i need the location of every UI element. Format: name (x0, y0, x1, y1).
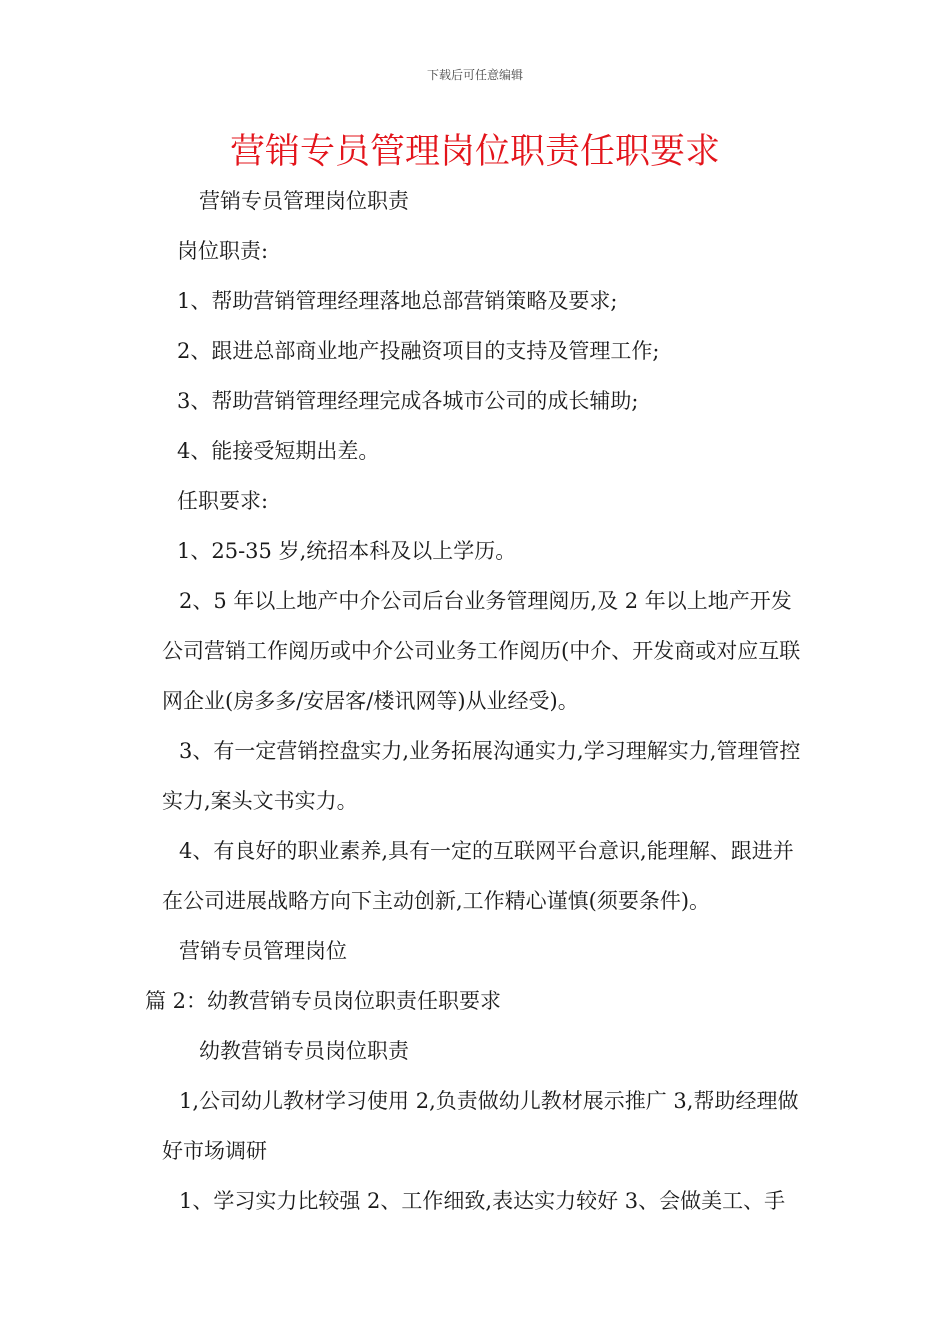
duty-item-2: 2、跟进总部商业地产投融资项目的支持及管理工作; (177, 339, 660, 363)
duty-item-1: 1、帮助营销管理经理落地总部营销策略及要求; (177, 289, 618, 313)
requirement-item-2: 2、5 年以上地产中介公司后台业务管理阅历,及 2 年以上地产开发公司营销工作阅历或中介公司业务工作阅历(中介、开发商或对应互联网企业(房多多/安居客/楼讯网等)从业经受)。 (162, 589, 801, 713)
duty-item-4: 4、能接受短期出差。 (177, 439, 380, 463)
document-body (145, 176, 810, 1226)
section-heading-preschool-duties: 幼教营销专员岗位职责 (199, 1039, 409, 1063)
requirement-item-1: 1、25-35 岁,统招本科及以上学历。 (177, 539, 517, 563)
section-heading-position: 营销专员管理岗位 (179, 939, 347, 963)
preschool-duty-list: 1,公司幼儿教材学习使用 2,负责做幼儿教材展示推广 3,帮助经理做好市场调研 (162, 1089, 799, 1163)
header-note: 下载后可任意编辑 (426, 68, 523, 82)
label-requirements: 任职要求: (177, 489, 269, 513)
section-heading-duties: 营销专员管理岗位职责 (199, 189, 409, 213)
section-heading-part2: 篇 2：幼教营销专员岗位职责任职要求 (145, 989, 502, 1013)
requirement-item-3: 3、有一定营销控盘实力,业务拓展沟通实力,学习理解实力,管理管控实力,案头文书实力。 (162, 739, 801, 813)
document-title: 营销专员管理岗位职责任职要求 (229, 132, 720, 172)
duty-item-3: 3、帮助营销管理经理完成各城市公司的成长辅助; (177, 389, 639, 413)
label-duties: 岗位职责: (177, 239, 269, 263)
preschool-requirement-list: 1、学习实力比较强 2、工作细致,表达实力较好 3、会做美工、手 (179, 1189, 786, 1213)
requirement-item-4: 4、有良好的职业素养,具有一定的互联网平台意识,能理解、跟进并在公司进展战略方向下主动创新,工作精心谨慎(须要条件)。 (162, 839, 794, 913)
